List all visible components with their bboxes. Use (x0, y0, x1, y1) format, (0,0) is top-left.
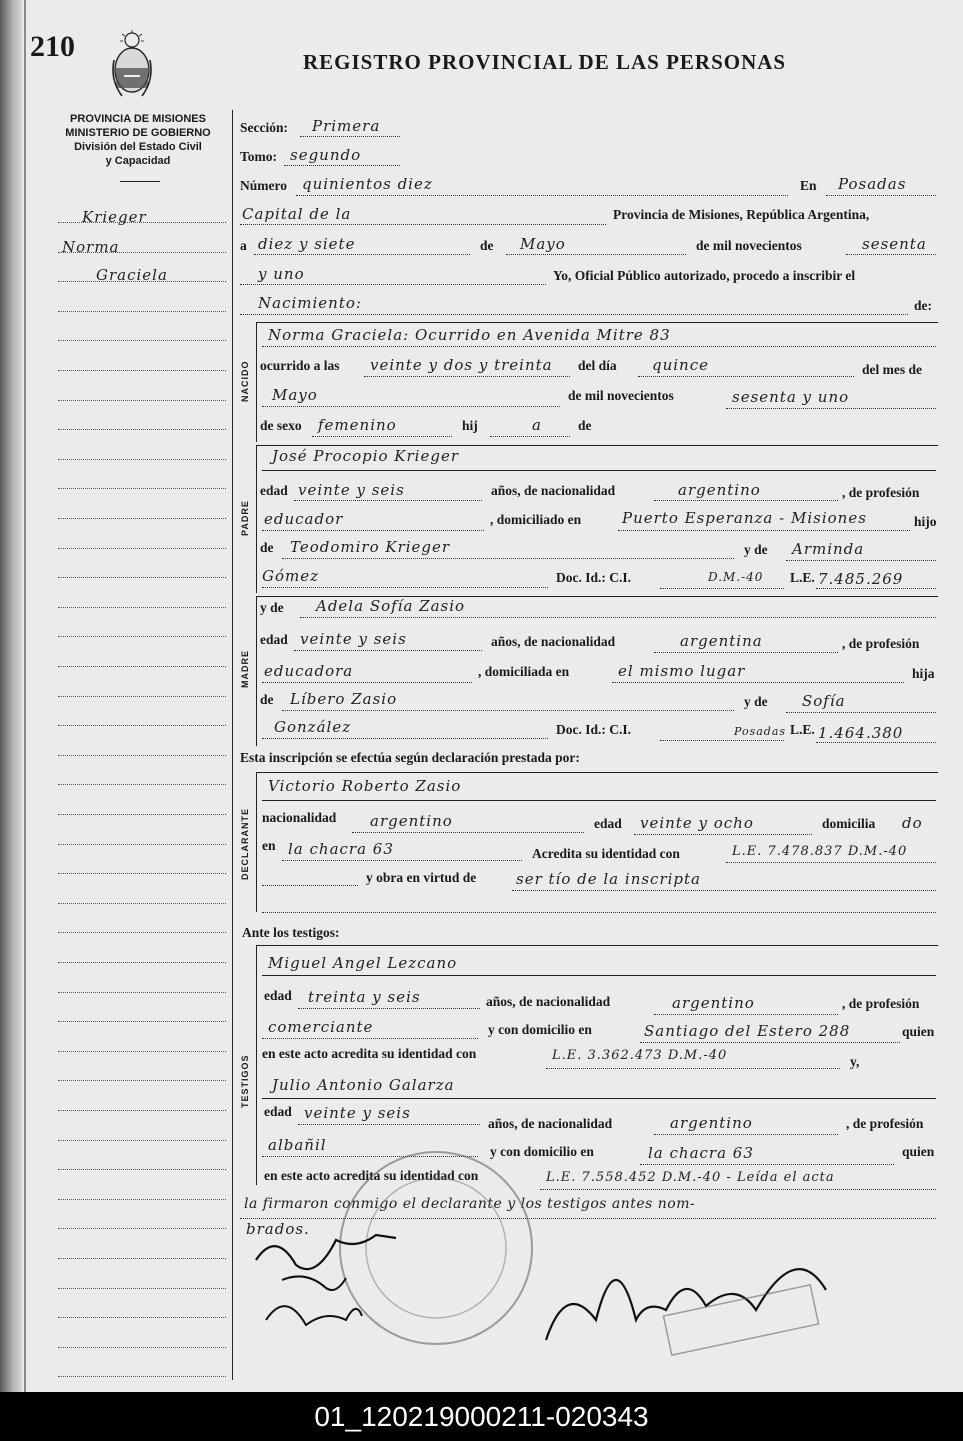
page-number: 210 (30, 30, 75, 63)
testigo2-acredita-value: L.E. 7.558.452 D.M.-40 - Leída el acta (546, 1170, 835, 1185)
padre-dom-line (618, 530, 910, 531)
seccion-value: Primera (312, 117, 381, 135)
padre-hijo-label: hijo (914, 514, 937, 529)
testigo1-prof-line (262, 1038, 478, 1039)
testigo1-nac-value: argentino (672, 994, 755, 1012)
acto-value: Nacimiento: (258, 294, 362, 312)
margin-rule (58, 755, 226, 756)
padre-edad-label: edad (260, 483, 288, 498)
nacido-top-rule (256, 322, 938, 323)
madre-madre-line-2 (262, 738, 548, 739)
madre-nac-line (654, 652, 838, 653)
ministry-line-ministry: MINISTERIO DE GOBIERNO (65, 127, 211, 139)
en-value: Posadas (838, 175, 907, 193)
acto-line (240, 314, 908, 315)
testigos-top-rule (256, 945, 938, 946)
madre-ci-line (660, 740, 784, 741)
testigo1-prof-label: , de profesión (842, 996, 920, 1011)
declarante-side-label: DECLARANTE (240, 808, 250, 880)
madre-nac-label: años, de nacionalidad (491, 634, 616, 649)
margin-rule (58, 311, 226, 312)
nacido-nombre-line (262, 346, 936, 347)
anio-line-2 (240, 284, 546, 285)
sexo-value: femenino (318, 416, 397, 434)
declarante-obra-label: y obra en virtud de (366, 870, 477, 885)
declarante-en-line (282, 860, 522, 861)
padre-prof-line (262, 530, 484, 531)
madre-edad-label: edad (260, 632, 288, 647)
margin-rule (58, 459, 226, 460)
margin-rule (58, 1199, 226, 1200)
padre-dom-value: Puerto Esperanza - Misiones (622, 509, 867, 527)
margin-rule (58, 814, 226, 815)
padre-box-border (256, 445, 257, 593)
hij-line (490, 436, 570, 437)
margin-rule (58, 932, 226, 933)
seccion-label: Sección: (240, 120, 288, 135)
testigo1-acredita-label: en este acto acredita su identidad con (262, 1046, 477, 1061)
declarante-nombre: Victorio Roberto Zasio (268, 777, 462, 795)
closing-line-1: la firmaron conmigo el declarante y los testigos antes nom- (244, 1196, 696, 1212)
nacido-mes-value: Mayo (272, 386, 318, 404)
declarante-obra-lead-line (262, 885, 358, 886)
margin-rule (58, 1376, 226, 1377)
padre-madre-line-1 (786, 560, 936, 561)
margin-rule (58, 784, 226, 785)
padre-madre-de-2: Gómez (262, 567, 320, 585)
mes-line (506, 254, 686, 255)
declarante-dom-label: domicilia (822, 816, 876, 831)
padre-padre-line (282, 558, 734, 559)
margin-rule (58, 696, 226, 697)
official-signature-icon (546, 1269, 826, 1340)
ministry-underline (120, 181, 160, 182)
declarante-acredita-label: Acredita su identidad con (532, 846, 680, 861)
scan-id-footer: 01_120219000211-020343 (0, 1392, 963, 1441)
declarante-top-rule (256, 772, 938, 773)
madre-le-value: 1.464.380 (818, 724, 904, 742)
tomo-line (284, 165, 400, 166)
a-label: a (240, 238, 247, 253)
madre-ci-value: Posadas (734, 725, 787, 738)
margin-rule (58, 962, 226, 963)
testigo1-y-label: y, (850, 1054, 860, 1069)
testigo2-prof-value: albañil (268, 1136, 327, 1154)
margin-middle-name: Graciela (96, 266, 168, 284)
de-label: de (480, 238, 494, 253)
testigo2-nac-value: argentino (670, 1114, 753, 1132)
margin-rule (58, 1080, 226, 1081)
madre-padre-de: Líbero Zasio (290, 690, 398, 708)
ministry-line-capacity: y Capacidad (105, 155, 171, 167)
madre-le-line (816, 742, 936, 743)
numero-label: Número (240, 178, 287, 193)
declarante-obra-line (512, 890, 936, 891)
declarante-en-label: en (262, 838, 276, 853)
margin-rule (58, 636, 226, 637)
madre-nac-value: argentina (680, 632, 763, 650)
madre-y-de2-label: y de (744, 694, 768, 709)
del-mes-label: del mes de (862, 362, 922, 377)
testigo2-nombre: Julio Antonio Galarza (272, 1076, 455, 1094)
lugar-line (240, 224, 606, 225)
padre-de-label: de (260, 540, 274, 555)
testigo2-nombre-line (262, 1098, 936, 1099)
madre-dom-value: el mismo lugar (618, 662, 746, 680)
margin-rule (58, 340, 226, 341)
margin-rule (58, 873, 226, 874)
seccion-line (300, 136, 400, 137)
testigo1-prof-value: comerciante (268, 1018, 374, 1036)
en-line (826, 195, 936, 196)
madre-de-label: de (260, 692, 274, 707)
main-left-border (232, 110, 233, 1380)
nacido-mes-line (262, 406, 560, 407)
margin-rule (58, 429, 226, 430)
margin-rule (58, 1051, 226, 1052)
ministry-line-province: PROVINCIA DE MISIONES (70, 113, 206, 125)
numero-value: quinientos diez (302, 175, 433, 193)
hora-line (364, 376, 570, 377)
madre-side-label: MADRE (240, 650, 250, 688)
madre-doc-label: Doc. Id.: C.I. (556, 722, 632, 737)
testigo1-quien-label: quien (902, 1024, 935, 1039)
tomo-label: Tomo: (240, 149, 278, 164)
testigo1-nombre: Miguel Angel Lezcano (268, 954, 458, 972)
padre-doc-label: Doc. Id.: C.I. (556, 570, 632, 585)
coat-of-arms-icon (108, 30, 156, 102)
margin-rule (58, 1347, 226, 1348)
provincia-label: Provincia de Misiones, República Argentina, (613, 207, 870, 222)
testigo2-dom-value: la chacra 63 (648, 1144, 754, 1162)
declarante-edad-label: edad (594, 816, 622, 831)
padre-ci-value: D.M.-40 (708, 570, 764, 584)
margin-rule (58, 518, 226, 519)
nacido-de-label: de (578, 418, 592, 433)
testigo2-quien-label: quien (902, 1144, 935, 1159)
madre-box-border (256, 596, 257, 746)
padre-side-label: PADRE (240, 500, 250, 536)
margin-rule (58, 1317, 226, 1318)
de2-label: de: (914, 298, 932, 313)
testigo1-acredita-value: L.E. 3.362.473 D.M.-40 (552, 1048, 728, 1063)
margin-surname: Krieger (82, 208, 147, 226)
testigo1-dom-label: y con domicilio en (488, 1022, 592, 1037)
padre-top-rule (256, 445, 938, 446)
madre-y-de-label: y de (260, 600, 284, 615)
declarante-nac-label: nacionalidad (262, 810, 337, 825)
testigo1-dom-value: Santiago del Estero 288 (644, 1022, 851, 1040)
testigo2-acredita-label: en este acto acredita su identidad con (264, 1168, 479, 1183)
declarante-blank-line (262, 912, 936, 913)
witness1-signature-icon (282, 1276, 346, 1290)
madre-padre-line (282, 710, 734, 711)
margin-rule (58, 1228, 226, 1229)
testigo2-prof-label: , de profesión (846, 1116, 924, 1131)
declarante-box-border (256, 772, 257, 912)
numero-line (296, 195, 788, 196)
madre-edad-line (294, 650, 482, 651)
margin-rule (58, 1021, 226, 1022)
document-title: REGISTRO PROVINCIAL DE LAS PERSONAS (303, 50, 787, 74)
lugar-value: Capital de la (242, 205, 352, 223)
padre-ci-line (660, 588, 784, 589)
margin-rule (58, 548, 226, 549)
padre-le-label: L.E. (790, 570, 815, 585)
declarante-nac-line (352, 832, 584, 833)
madre-madre-de-2: González (274, 718, 352, 736)
binding-curve (14, 0, 26, 1392)
padre-nac-label: años, de nacionalidad (491, 483, 616, 498)
padre-nac-value: argentino (678, 481, 761, 499)
padre-prof-value: educador (264, 510, 344, 528)
sexo-label: de sexo (260, 418, 302, 433)
margin-rule (58, 666, 226, 667)
nacido-mil-label: de mil novecientos (568, 388, 674, 403)
margin-rule (58, 844, 226, 845)
closing-line-2: brados. (246, 1220, 310, 1238)
declarante-edad-line (634, 834, 812, 835)
testigo1-edad-value: treinta y seis (308, 988, 421, 1006)
padre-nombre-line (262, 470, 936, 471)
margin-rule (58, 400, 226, 401)
hij-value: a (532, 416, 542, 434)
nacido-dia-value: quince (652, 356, 709, 374)
declarante-en-value: la chacra 63 (288, 840, 394, 858)
madre-hija-label: hija (912, 666, 935, 681)
ocurrido-label: ocurrido a las (260, 358, 340, 373)
margin-rule (58, 1140, 226, 1141)
padre-prof-label: , de profesión (842, 485, 920, 500)
signatures-area (236, 1120, 836, 1380)
declaracion-label: Esta inscripción se efectúa según declaración prestada por: (240, 750, 580, 765)
padre-edad-value: veinte y seis (298, 481, 405, 499)
madre-prof-value: educadora (264, 662, 354, 680)
margin-rule (58, 725, 226, 726)
madre-nombre: Adela Sofía Zasio (316, 597, 466, 615)
margin-rule (58, 607, 226, 608)
padre-le-value: 7.485.269 (818, 570, 904, 588)
declarante-nac-value: argentino (370, 812, 453, 830)
madre-dom-label: , domiciliada en (478, 664, 570, 679)
padre-dom-label: , domiciliado en (490, 512, 582, 527)
margin-rule (58, 903, 226, 904)
nacido-anio-value: sesenta y uno (732, 388, 850, 406)
testigo2-edad-value: veinte y seis (304, 1104, 411, 1122)
del-dia-label: del día (578, 358, 617, 373)
margin-rule (58, 992, 226, 993)
madre-madre-line-1 (786, 712, 936, 713)
padre-madre-de-1: Arminda (792, 540, 865, 558)
madre-nombre-line (300, 617, 936, 618)
madre-le-label: L.E. (790, 722, 815, 737)
testigo1-nac-label: años, de nacionalidad (486, 994, 611, 1009)
testigo1-nac-line (654, 1014, 838, 1015)
tomo-value: segundo (290, 146, 362, 164)
madre-prof-line (262, 682, 472, 683)
nacido-dia-line (638, 376, 854, 377)
margin-rule (58, 577, 226, 578)
witness2-signature-icon (266, 1306, 362, 1325)
nacido-box-border (256, 322, 257, 442)
declarante-acredita-value: L.E. 7.478.837 D.M.-40 (732, 844, 908, 859)
oficial-label: Yo, Oficial Público autorizado, procedo a inscribir el (553, 268, 856, 283)
hij-label: hij (462, 418, 478, 433)
padre-nombre: José Procopio Krieger (272, 447, 460, 465)
declarante-edad-value: veinte y ocho (640, 814, 754, 832)
nacido-nombre: Norma Graciela: Ocurrido en Avenida Mitre 83 (268, 326, 671, 344)
dia-line (254, 254, 470, 255)
testigos-label: Ante los testigos: (242, 925, 340, 940)
padre-le-line (816, 588, 936, 589)
en-label: En (800, 178, 817, 193)
testigo1-edad-line (298, 1008, 480, 1009)
margin-rule (58, 488, 226, 489)
dia-value: diez y siete (258, 235, 356, 253)
testigo1-acredita-line (546, 1068, 840, 1069)
testigo1-nombre-line (262, 975, 936, 976)
testigos-side-label: TESTIGOS (240, 1054, 250, 1108)
declarante-dom-suffix: do (902, 814, 923, 832)
margin-rule (58, 370, 226, 371)
margin-rule (58, 1258, 226, 1259)
padre-madre-line-2 (262, 587, 548, 588)
testigo1-edad-label: edad (264, 988, 292, 1003)
nacido-anio-line (726, 408, 936, 409)
mil-label: de mil novecientos (696, 238, 802, 253)
sexo-line (312, 436, 452, 437)
nacido-side-label: NACIDO (240, 360, 250, 402)
padre-nac-line (654, 500, 838, 501)
anio-value-1: sesenta (862, 235, 927, 253)
testigo1-dom-line (640, 1042, 900, 1043)
margin-rule (58, 1169, 226, 1170)
padre-padre-de: Teodomiro Krieger (290, 538, 451, 556)
margin-rule (58, 1288, 226, 1289)
anio-value-2: y uno (258, 265, 305, 283)
ministry-line-division: División del Estado Civil (74, 141, 202, 153)
testigo2-dom-label: y con domicilio en (490, 1144, 594, 1159)
testigo2-nac-label: años, de nacionalidad (488, 1116, 613, 1131)
anio-line-1 (846, 254, 936, 255)
declarante-nombre-line (262, 800, 936, 801)
margin-first-name: Norma (62, 238, 120, 256)
declarante-acredita-line (726, 862, 936, 863)
madre-madre-de-1: Sofía (802, 692, 846, 710)
padre-edad-line (294, 500, 482, 501)
testigo2-edad-label: edad (264, 1104, 292, 1119)
ministry-block (58, 112, 218, 168)
madre-dom-line (612, 682, 904, 683)
margin-rule (58, 1110, 226, 1111)
declarant-signature-icon (256, 1235, 396, 1269)
madre-edad-value: veinte y seis (300, 630, 407, 648)
declarante-obra-value: ser tío de la inscripta (516, 870, 701, 888)
mes-value: Mayo (520, 235, 566, 253)
hora-value: veinte y dos y treinta (370, 356, 553, 374)
official-seal-icon (340, 1152, 532, 1344)
madre-prof-label: , de profesión (842, 636, 920, 651)
padre-y-de-label: y de (744, 542, 768, 557)
